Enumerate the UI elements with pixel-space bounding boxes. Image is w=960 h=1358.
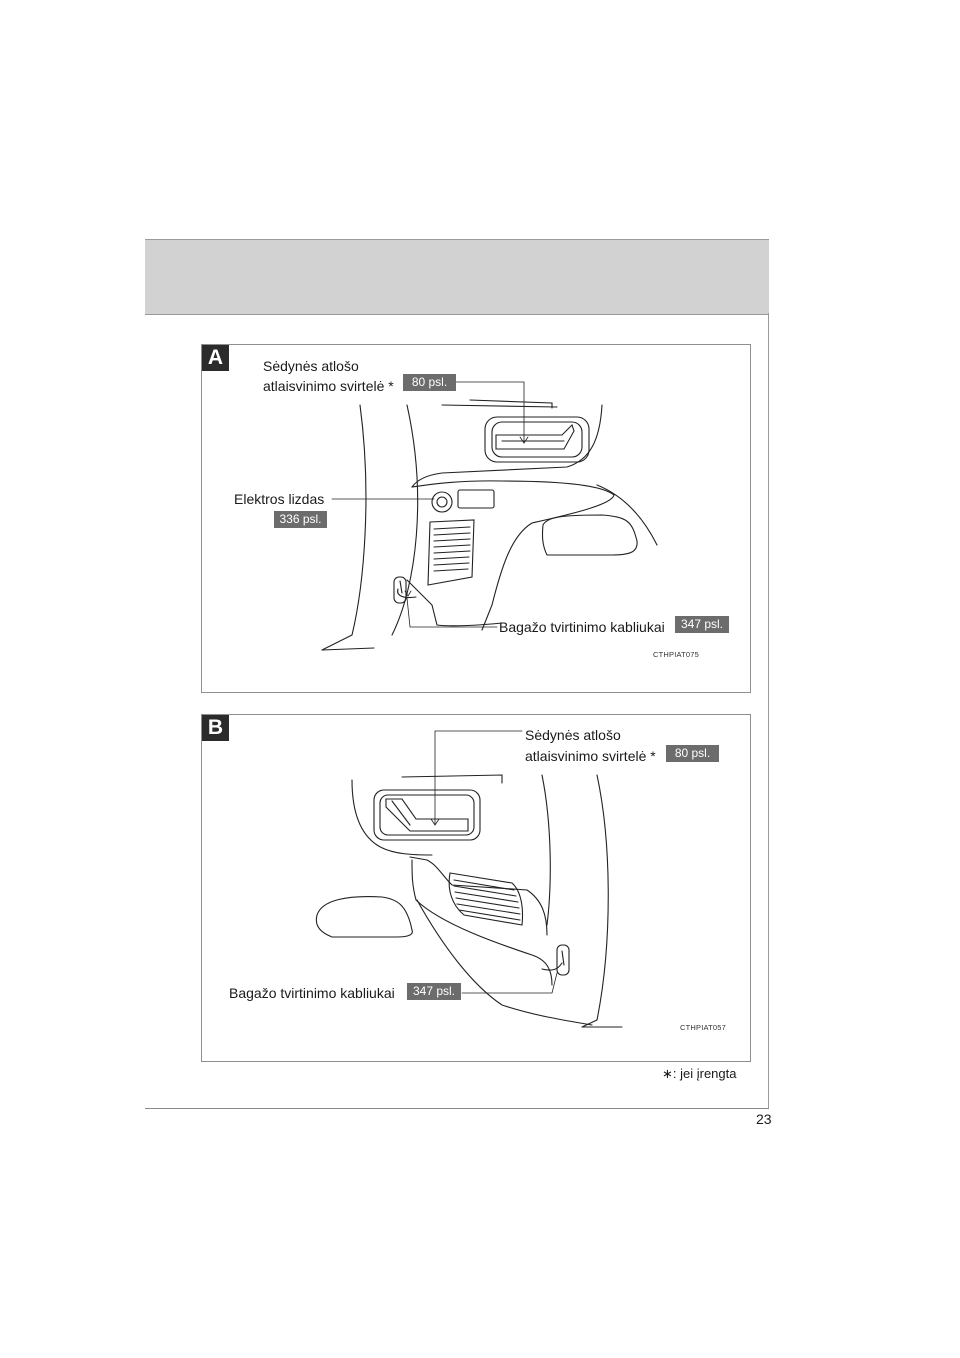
seat-lever-label-line1: Sėdynės atlošo bbox=[263, 358, 359, 374]
seat-lever-label-line2: atlaisvinimo svirtelė * bbox=[263, 378, 394, 394]
cargo-area-right-illustration bbox=[202, 715, 750, 1061]
illustration-code: CTHPIAT075 bbox=[653, 650, 700, 659]
seat-lever-page-ref: 80 psl. bbox=[403, 374, 456, 391]
right-margin-rule bbox=[768, 313, 769, 1108]
power-outlet-page-ref: 336 psl. bbox=[274, 511, 327, 528]
luggage-hooks-label: Bagažo tvirtinimo kabliukai bbox=[499, 619, 665, 635]
seat-lever-page-ref: 80 psl. bbox=[666, 745, 719, 762]
illustration-panel-a bbox=[201, 344, 751, 693]
seat-lever-label-line2: atlaisvinimo svirtelė * bbox=[525, 748, 656, 764]
luggage-hooks-page-ref: 347 psl. bbox=[407, 983, 461, 1000]
footnote: ∗: jei įrengta bbox=[662, 1066, 737, 1081]
section-header-band bbox=[145, 239, 769, 315]
panel-letter-a: A bbox=[202, 345, 229, 371]
illustration-code: CTHPIAT057 bbox=[680, 1023, 727, 1032]
power-outlet-label: Elektros lizdas bbox=[234, 491, 325, 507]
seat-lever-label-line1: Sėdynės atlošo bbox=[525, 727, 621, 743]
illustration-panel-b bbox=[201, 714, 751, 1062]
luggage-hooks-page-ref: 347 psl. bbox=[675, 616, 729, 633]
panel-letter-b: B bbox=[202, 715, 229, 741]
luggage-hooks-label: Bagažo tvirtinimo kabliukai bbox=[229, 985, 395, 1001]
page-number: 23 bbox=[756, 1111, 772, 1127]
bottom-rule bbox=[145, 1108, 769, 1109]
